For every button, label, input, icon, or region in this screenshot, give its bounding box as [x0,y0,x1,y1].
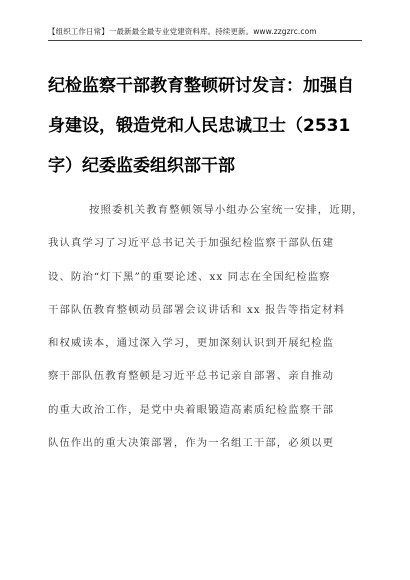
title-line: 身建设，锻造党和人民忠诚卫士（2531 [48,116,351,136]
header-banner: 【组织工作日常】一最新最全最专业党建资料库。持续更新。www.zzgzrc.com [48,27,317,36]
body-line: 和权威读本，通过深入学习，更加深刻认识到开展纪检监 [48,337,335,350]
title-line: 字）纪委监委组织部干部 [48,156,235,176]
body-line: 察干部队伍教育整顿是习近平总书记亲自部署、亲自推动 [48,370,335,383]
document-title [48,66,368,186]
body-line: 按照委机关教育整顿领导小组办公室统一安排，近期， [89,204,364,216]
header-divider [48,40,362,41]
body-line: 干部队伍教育整顿动员部署会议讲话和 xx 报告等指定材料 [48,303,346,316]
body-line: 设、防治“灯下黑”的重要论述、xx 同志在全国纪检监察 [48,270,331,283]
title-line: 纪检监察干部教育整顿研讨发言：加强自 [48,76,354,96]
body-paragraph [48,194,366,460]
body-line: 我认真学习了习近平总书记关于加强纪检监察干部队伍建 [48,237,335,250]
body-line: 的重大政治工作，是党中央着眼锻造高素质纪检监察干部 [48,403,335,416]
body-line: 队伍作出的重大决策部署，作为一名组工干部，必须以更 [48,437,335,450]
